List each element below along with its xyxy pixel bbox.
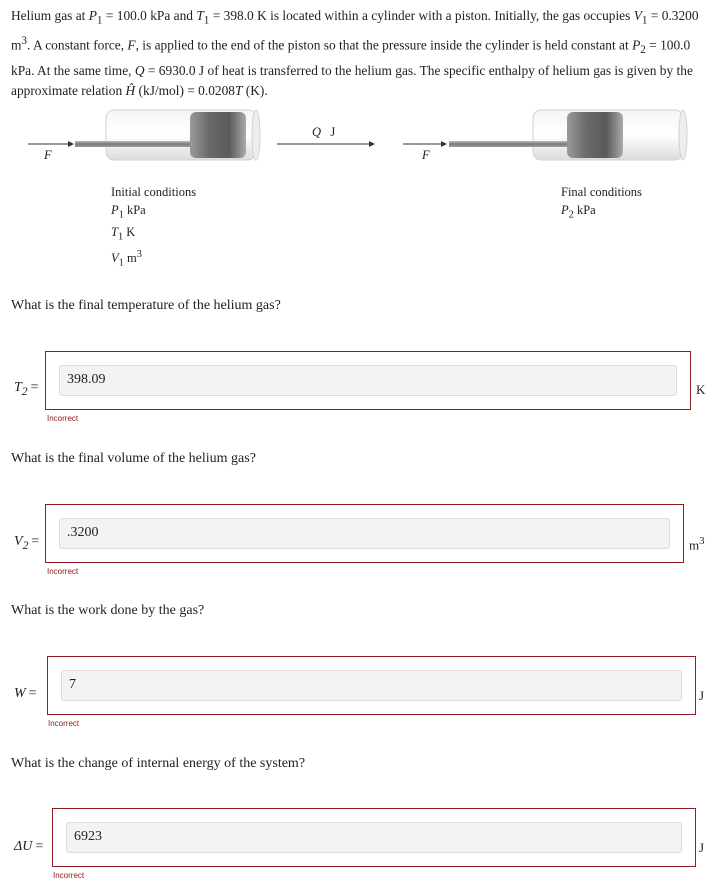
answer-box-delta-u bbox=[52, 808, 696, 867]
label-v2: $V_2$ = bbox=[14, 534, 40, 552]
initial-temperature: $T_1$ K bbox=[111, 224, 136, 242]
question-final-temperature: What is the final temperature of the helium gas? bbox=[11, 298, 281, 313]
label-t2: $T_2$ = bbox=[14, 380, 39, 398]
final-conditions bbox=[561, 184, 642, 224]
label-w: W = bbox=[14, 686, 37, 701]
final-cylinder bbox=[449, 110, 687, 160]
initial-pressure: $P_1$ kPa bbox=[111, 202, 146, 220]
answer-input-delta-u[interactable]: 6923 bbox=[66, 822, 682, 853]
problem-statement: Helium gas at $P_1 = 100.0$ kPa and $T_1 = 398.0$ K is located within a cylinder with a piston. Initially, the gas occupies $V_1 = 0.3200$ $m^3$. A constant force, F, is applied to the end of the piston so that the pressure inside the cylinder is held constant at $P_2 = 100.0$ kPa. At the same time, Q = 6930.0 J of heat is transferred to the helium gas. The specific enthalpy of helium gas is given by the approximate relation Ĥ (kJ/mol) = 0.0208T (K). bbox=[11, 8, 699, 99]
heat-label: Q J bbox=[312, 125, 336, 139]
answer-input-t2[interactable]: 398.09 bbox=[59, 365, 677, 396]
status-incorrect-v2: Incorrect bbox=[47, 567, 79, 576]
unit-delta-u: J bbox=[699, 840, 705, 855]
label-delta-u: ΔU = bbox=[14, 839, 44, 854]
status-incorrect-w: Incorrect bbox=[48, 719, 80, 728]
question-work: What is the work done by the gas? bbox=[11, 603, 205, 618]
initial-conditions-title: Initial conditions bbox=[111, 185, 197, 199]
answer-box-w bbox=[47, 656, 696, 715]
question-internal-energy: What is the change of internal energy of the system? bbox=[11, 756, 306, 771]
unit-t2: K bbox=[696, 382, 706, 397]
answer-box-v2 bbox=[45, 504, 684, 563]
initial-cylinder bbox=[75, 110, 260, 160]
initial-conditions bbox=[111, 184, 196, 272]
final-pressure: $P_2$ kPa bbox=[561, 202, 596, 220]
status-incorrect-delta-u: Incorrect bbox=[53, 871, 85, 880]
unit-w: J bbox=[699, 688, 705, 703]
answer-input-v2[interactable]: .3200 bbox=[59, 518, 670, 549]
unit-v2: $m^3$ bbox=[689, 535, 705, 553]
status-incorrect-t2: Incorrect bbox=[47, 414, 79, 423]
answer-box-t2 bbox=[45, 351, 691, 410]
answer-input-w[interactable]: 7 bbox=[61, 670, 682, 701]
piston-figure bbox=[0, 100, 720, 270]
question-final-volume: What is the final volume of the helium gas? bbox=[11, 451, 256, 466]
force-label-initial: F bbox=[44, 148, 52, 162]
final-conditions-title: Final conditions bbox=[561, 185, 642, 199]
force-label-final: F bbox=[422, 148, 430, 162]
initial-volume: $V_1$ $m^3$ bbox=[111, 248, 142, 269]
